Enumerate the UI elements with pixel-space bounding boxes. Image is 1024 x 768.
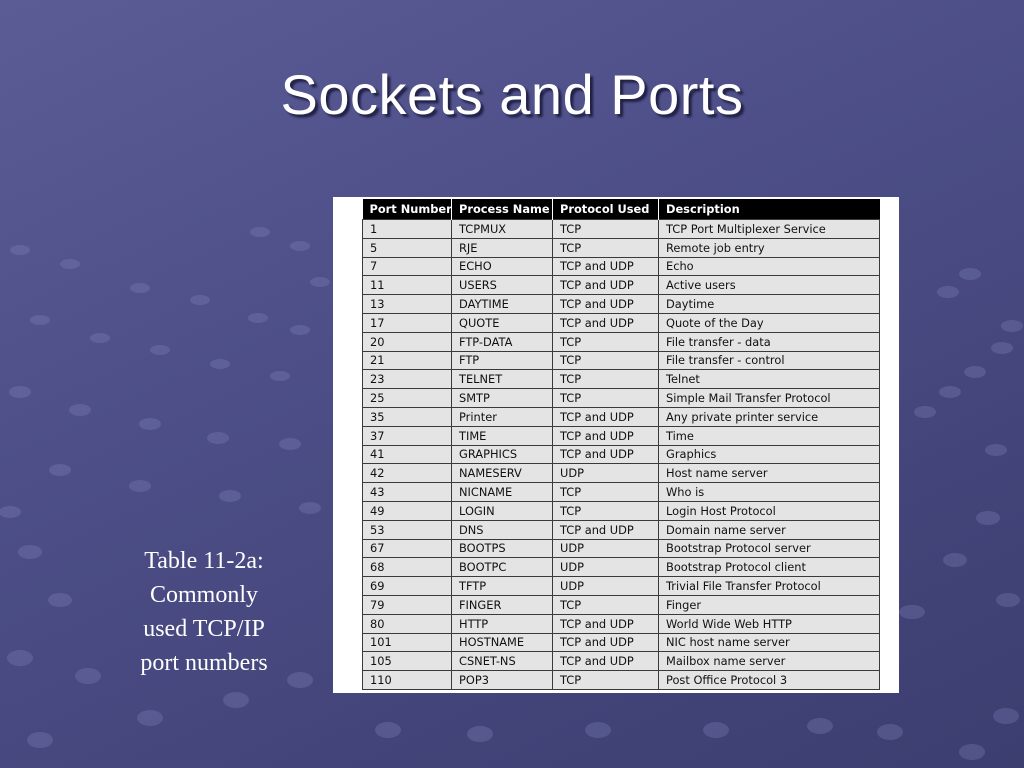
table-caption <box>112 544 296 680</box>
cell-protocol-used: UDP <box>553 464 659 483</box>
column-header-protocol-used: Protocol Used <box>553 199 659 220</box>
cell-port-number: 53 <box>363 520 452 539</box>
table-row <box>363 520 880 539</box>
cell-process-name: BOOTPC <box>452 558 553 577</box>
cell-description: Finger <box>659 595 880 614</box>
cell-description: Active users <box>659 276 880 295</box>
cell-process-name: TFTP <box>452 577 553 596</box>
cell-protocol-used: TCP and UDP <box>553 445 659 464</box>
cell-description: Daytime <box>659 295 880 314</box>
cell-port-number: 20 <box>363 332 452 351</box>
cell-protocol-used: TCP and UDP <box>553 652 659 671</box>
table-row <box>363 652 880 671</box>
table-body <box>363 220 880 690</box>
table-row <box>363 464 880 483</box>
cell-description: Remote job entry <box>659 238 880 257</box>
cell-protocol-used: TCP <box>553 389 659 408</box>
cell-description: Post Office Protocol 3 <box>659 671 880 690</box>
cell-process-name: DNS <box>452 520 553 539</box>
cell-port-number: 25 <box>363 389 452 408</box>
cell-port-number: 105 <box>363 652 452 671</box>
cell-port-number: 67 <box>363 539 452 558</box>
caption-line: port numbers <box>140 650 268 676</box>
cell-description: Who is <box>659 483 880 502</box>
cell-process-name: NICNAME <box>452 483 553 502</box>
table-row <box>363 389 880 408</box>
port-table-image <box>333 197 899 693</box>
column-header-port-number: Port Number <box>363 199 452 220</box>
cell-port-number: 69 <box>363 577 452 596</box>
cell-process-name: GRAPHICS <box>452 445 553 464</box>
table-row <box>363 370 880 389</box>
cell-port-number: 17 <box>363 313 452 332</box>
cell-protocol-used: TCP and UDP <box>553 407 659 426</box>
cell-protocol-used: TCP and UDP <box>553 276 659 295</box>
cell-protocol-used: TCP and UDP <box>553 426 659 445</box>
cell-protocol-used: TCP and UDP <box>553 257 659 276</box>
cell-description: Graphics <box>659 445 880 464</box>
cell-port-number: 1 <box>363 220 452 239</box>
cell-protocol-used: TCP <box>553 483 659 502</box>
caption-line: Table 11-2a: <box>144 548 264 574</box>
cell-description: File transfer - control <box>659 351 880 370</box>
cell-process-name: POP3 <box>452 671 553 690</box>
cell-process-name: RJE <box>452 238 553 257</box>
cell-port-number: 101 <box>363 633 452 652</box>
cell-process-name: BOOTPS <box>452 539 553 558</box>
cell-process-name: DAYTIME <box>452 295 553 314</box>
cell-port-number: 11 <box>363 276 452 295</box>
caption-line: used TCP/IP <box>143 616 265 642</box>
table-row <box>363 445 880 464</box>
cell-description: Any private printer service <box>659 407 880 426</box>
column-header-description: Description <box>659 199 880 220</box>
cell-protocol-used: TCP and UDP <box>553 313 659 332</box>
table-row <box>363 295 880 314</box>
table-row <box>363 257 880 276</box>
cell-process-name: HOSTNAME <box>452 633 553 652</box>
cell-description: Time <box>659 426 880 445</box>
cell-description: Bootstrap Protocol client <box>659 558 880 577</box>
cell-port-number: 41 <box>363 445 452 464</box>
cell-port-number: 80 <box>363 614 452 633</box>
cell-process-name: FTP <box>452 351 553 370</box>
table-row <box>363 633 880 652</box>
cell-description: Host name server <box>659 464 880 483</box>
cell-protocol-used: TCP <box>553 238 659 257</box>
cell-protocol-used: TCP <box>553 501 659 520</box>
cell-process-name: SMTP <box>452 389 553 408</box>
table-row <box>363 539 880 558</box>
cell-description: Quote of the Day <box>659 313 880 332</box>
cell-port-number: 37 <box>363 426 452 445</box>
cell-process-name: CSNET-NS <box>452 652 553 671</box>
cell-protocol-used: TCP <box>553 351 659 370</box>
cell-port-number: 79 <box>363 595 452 614</box>
cell-protocol-used: TCP and UDP <box>553 614 659 633</box>
cell-process-name: Printer <box>452 407 553 426</box>
cell-process-name: HTTP <box>452 614 553 633</box>
cell-protocol-used: TCP <box>553 595 659 614</box>
cell-protocol-used: TCP <box>553 671 659 690</box>
table-row <box>363 614 880 633</box>
cell-port-number: 110 <box>363 671 452 690</box>
cell-protocol-used: UDP <box>553 577 659 596</box>
cell-protocol-used: UDP <box>553 539 659 558</box>
cell-description: Domain name server <box>659 520 880 539</box>
cell-description: File transfer - data <box>659 332 880 351</box>
cell-port-number: 23 <box>363 370 452 389</box>
table-row <box>363 483 880 502</box>
cell-process-name: LOGIN <box>452 501 553 520</box>
cell-description: Trivial File Transfer Protocol <box>659 577 880 596</box>
table-row <box>363 595 880 614</box>
cell-description: Telnet <box>659 370 880 389</box>
cell-port-number: 35 <box>363 407 452 426</box>
cell-protocol-used: TCP and UDP <box>553 520 659 539</box>
table-row <box>363 276 880 295</box>
cell-process-name: TIME <box>452 426 553 445</box>
cell-protocol-used: TCP <box>553 370 659 389</box>
cell-description: World Wide Web HTTP <box>659 614 880 633</box>
cell-process-name: NAMESERV <box>452 464 553 483</box>
cell-description: NIC host name server <box>659 633 880 652</box>
table-row <box>363 220 880 239</box>
caption-line: Commonly <box>149 582 258 608</box>
cell-process-name: TCPMUX <box>452 220 553 239</box>
cell-process-name: QUOTE <box>452 313 553 332</box>
table-header-row <box>363 199 880 220</box>
table-row <box>363 351 880 370</box>
cell-port-number: 43 <box>363 483 452 502</box>
port-numbers-table <box>362 199 880 690</box>
table-row <box>363 501 880 520</box>
cell-protocol-used: UDP <box>553 558 659 577</box>
cell-description: Mailbox name server <box>659 652 880 671</box>
cell-description: Login Host Protocol <box>659 501 880 520</box>
slide-title: Sockets and Ports <box>280 63 744 126</box>
table-row <box>363 577 880 596</box>
cell-protocol-used: TCP <box>553 332 659 351</box>
cell-port-number: 68 <box>363 558 452 577</box>
table-row <box>363 671 880 690</box>
cell-port-number: 13 <box>363 295 452 314</box>
column-header-process-name: Process Name <box>452 199 553 220</box>
cell-protocol-used: TCP and UDP <box>553 633 659 652</box>
cell-description: TCP Port Multiplexer Service <box>659 220 880 239</box>
table-row <box>363 313 880 332</box>
table-row <box>363 332 880 351</box>
cell-protocol-used: TCP and UDP <box>553 295 659 314</box>
cell-process-name: FTP-DATA <box>452 332 553 351</box>
cell-port-number: 42 <box>363 464 452 483</box>
cell-protocol-used: TCP <box>553 220 659 239</box>
cell-process-name: FINGER <box>452 595 553 614</box>
table-row <box>363 426 880 445</box>
cell-description: Echo <box>659 257 880 276</box>
table-row <box>363 558 880 577</box>
cell-description: Bootstrap Protocol server <box>659 539 880 558</box>
cell-process-name: ECHO <box>452 257 553 276</box>
table-row <box>363 238 880 257</box>
cell-port-number: 21 <box>363 351 452 370</box>
cell-process-name: TELNET <box>452 370 553 389</box>
cell-port-number: 49 <box>363 501 452 520</box>
cell-process-name: USERS <box>452 276 553 295</box>
table-row <box>363 407 880 426</box>
cell-port-number: 5 <box>363 238 452 257</box>
cell-port-number: 7 <box>363 257 452 276</box>
cell-description: Simple Mail Transfer Protocol <box>659 389 880 408</box>
